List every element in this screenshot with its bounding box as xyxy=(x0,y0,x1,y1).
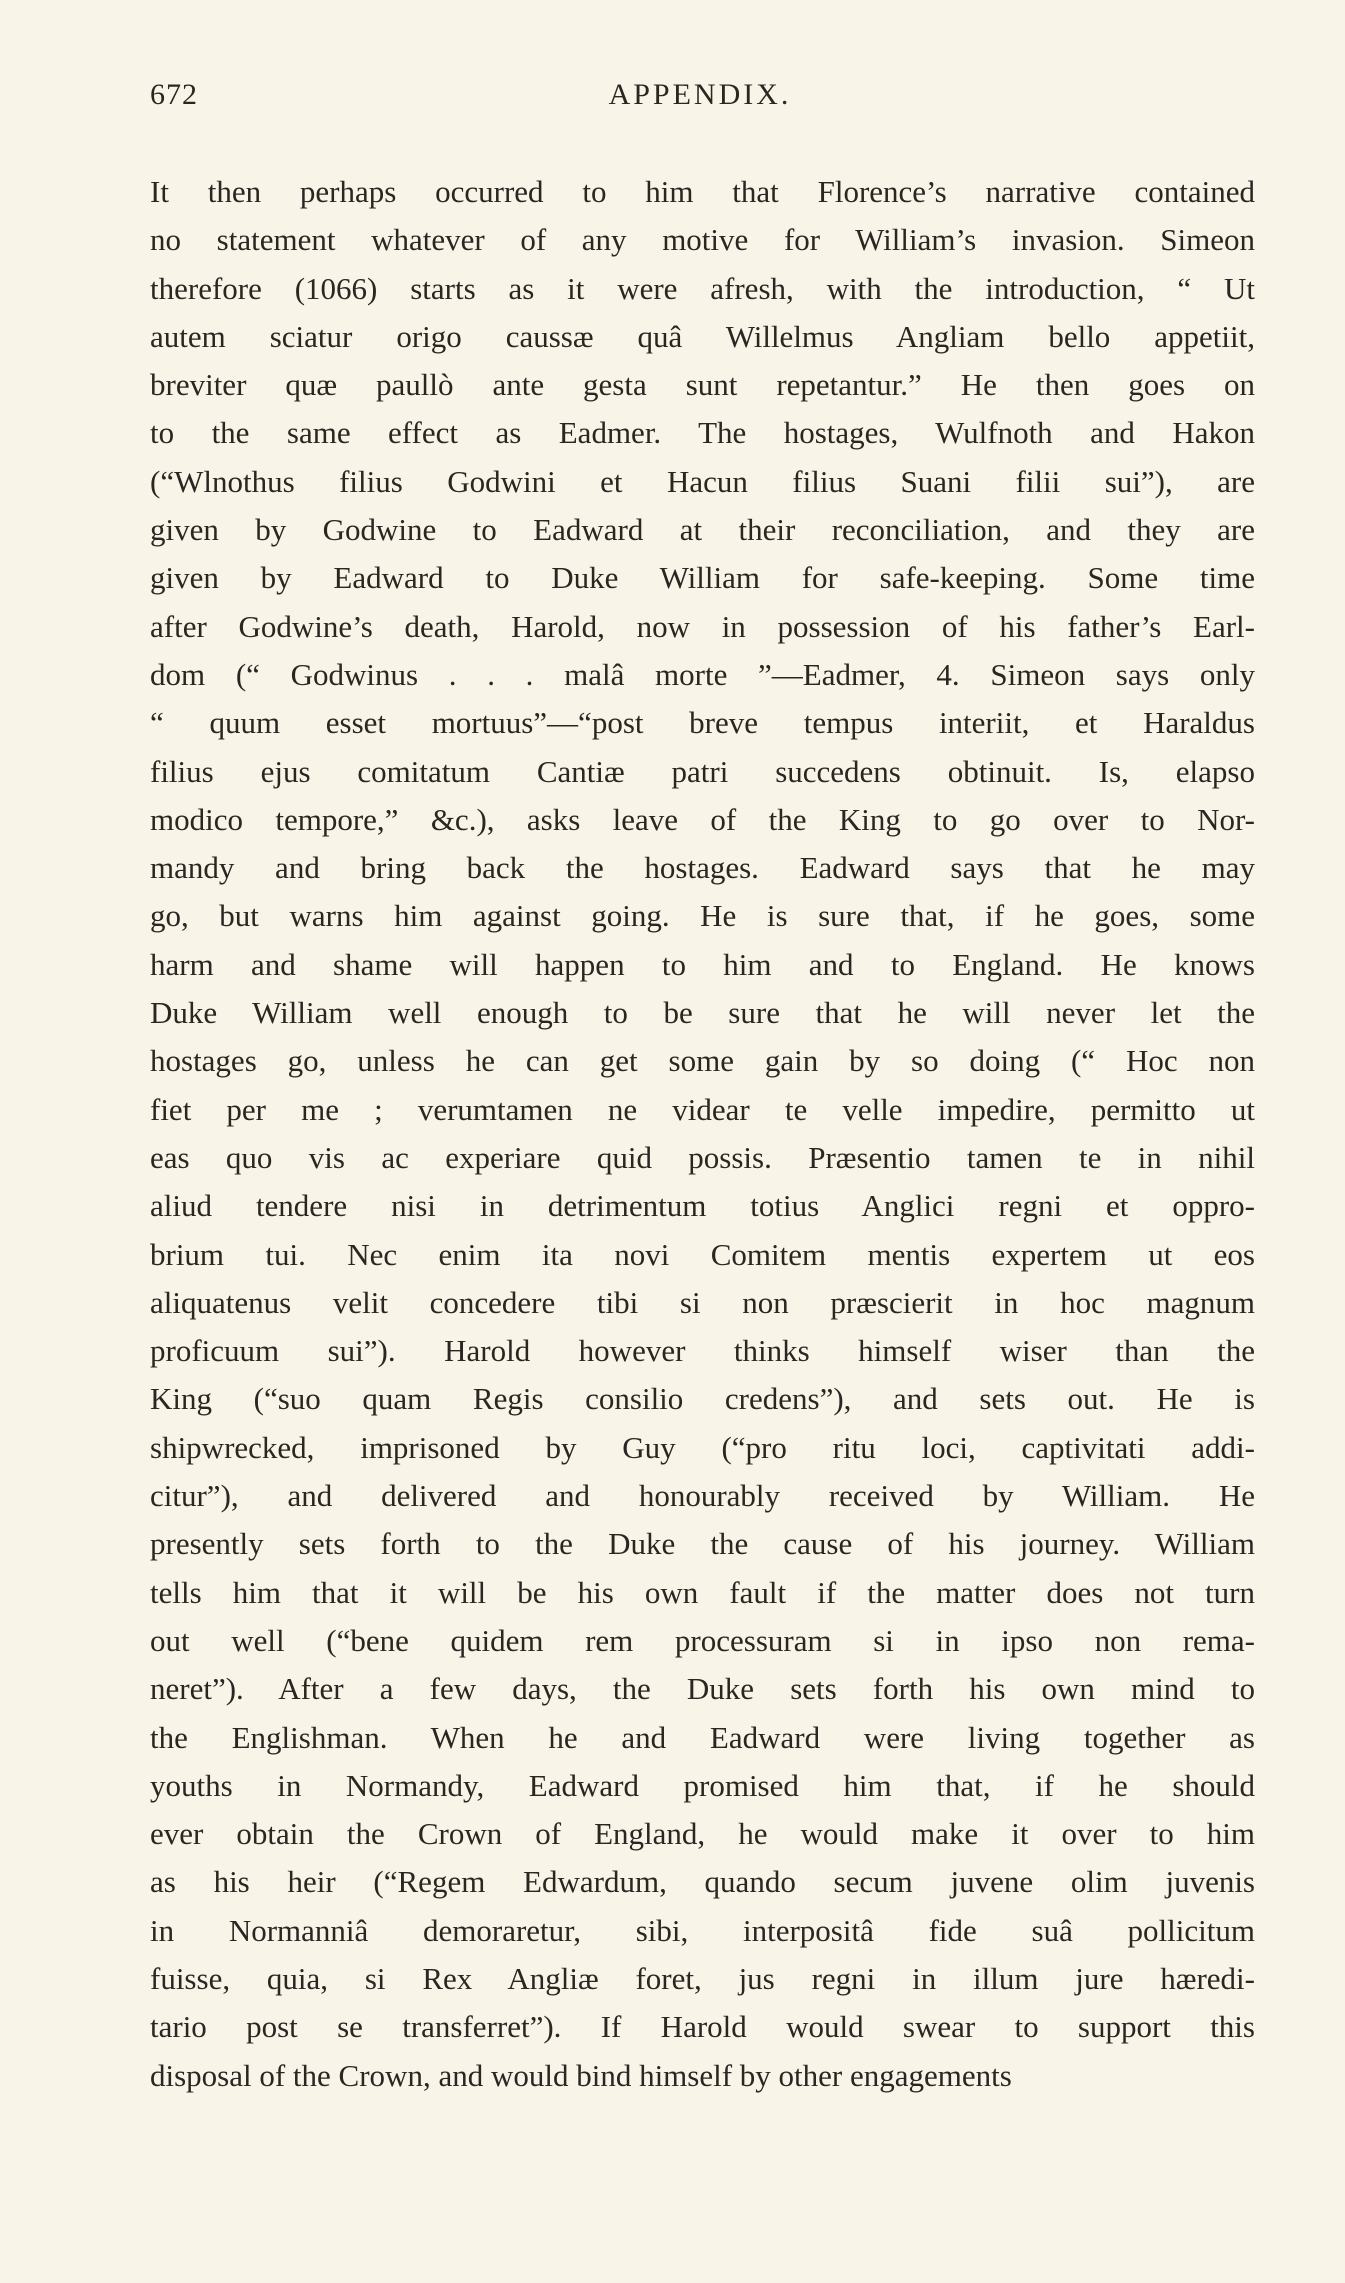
page-header xyxy=(150,78,1250,118)
text-line: disposal of the Crown, and would bind himself by other engagements xyxy=(150,2057,1012,2093)
text-line: Duke William well enough to be sure that he will never let the xyxy=(150,995,1255,1031)
text-line: therefore (1066) starts as it were afresh, with the introduction, “ Ut xyxy=(150,270,1255,306)
text-line: ever obtain the Crown of England, he would make it over to him xyxy=(150,1816,1255,1852)
text-line: tario post se transferret”). If Harold would swear to support this xyxy=(150,2009,1255,2045)
text-line: given by Eadward to Duke William for safe-keeping. Some time xyxy=(150,560,1255,596)
text-line: neret”). After a few days, the Duke sets forth his own mind to xyxy=(150,1671,1255,1707)
page-number: 672 xyxy=(150,78,198,111)
text-line: autem sciatur origo caussæ quâ Willelmus Angliam bello appetiit, xyxy=(150,318,1255,354)
text-line: tells him that it will be his own fault if the matter does not turn xyxy=(150,1574,1255,1610)
running-head: APPENDIX. xyxy=(608,78,792,111)
text-line: brium tui. Nec enim ita novi Comitem mentis expertem ut eos xyxy=(150,1236,1255,1272)
body-text xyxy=(150,168,1255,2100)
text-line: harm and shame will happen to him and to England. He knows xyxy=(150,946,1255,982)
text-line: King (“suo quam Regis consilio credens”), and sets out. He is xyxy=(150,1381,1255,1417)
text-line: eas quo vis ac experiare quid possis. Præsentio tamen te in nihil xyxy=(150,1139,1255,1175)
text-line: no statement whatever of any motive for William’s invasion. Simeon xyxy=(150,222,1255,258)
text-line: mandy and bring back the hostages. Eadward says that he may xyxy=(150,850,1255,886)
text-line: breviter quæ paullò ante gesta sunt repetantur.” He then goes on xyxy=(150,367,1255,403)
text-line: fuisse, quia, si Rex Angliæ foret, jus regni in illum jure hæredi- xyxy=(150,1960,1255,1996)
text-line: fiet per me ; verumtamen ne videar te velle impedire, permitto ut xyxy=(150,1091,1255,1127)
text-line: filius ejus comitatum Cantiæ patri succedens obtinuit. Is, elapso xyxy=(150,753,1255,789)
text-line: citur”), and delivered and honourably received by William. He xyxy=(150,1478,1255,1514)
text-line: “ quum esset mortuus”—“post breve tempus interiit, et Haraldus xyxy=(150,705,1255,741)
text-line: as his heir (“Regem Edwardum, quando secum juvene olim juvenis xyxy=(150,1864,1255,1900)
text-line: shipwrecked, imprisoned by Guy (“pro ritu loci, captivitati addi- xyxy=(150,1429,1255,1465)
text-line: out well (“bene quidem rem processuram si in ipso non rema- xyxy=(150,1622,1255,1658)
text-line: (“Wlnothus filius Godwini et Hacun filius Suani filii sui”), are xyxy=(150,463,1255,499)
text-line: to the same effect as Eadmer. The hostages, Wulfnoth and Hakon xyxy=(150,415,1255,451)
text-line: proficuum sui”). Harold however thinks himself wiser than the xyxy=(150,1333,1255,1369)
text-line: modico tempore,” &c.), asks leave of the King to go over to Nor- xyxy=(150,801,1255,837)
text-line: hostages go, unless he can get some gain by so doing (“ Hoc non xyxy=(150,1043,1255,1079)
text-line: dom (“ Godwinus . . . malâ morte ”—Eadmer, 4. Simeon says only xyxy=(150,656,1255,692)
text-line: It then perhaps occurred to him that Florence’s narrative contained xyxy=(150,174,1255,209)
text-line: after Godwine’s death, Harold, now in possession of his father’s Earl- xyxy=(150,608,1255,644)
text-line: the Englishman. When he and Eadward were living together as xyxy=(150,1719,1255,1755)
text-line: aliud tendere nisi in detrimentum totius Anglici regni et oppro- xyxy=(150,1188,1255,1224)
text-line: given by Godwine to Eadward at their reconciliation, and they are xyxy=(150,512,1255,548)
text-line: in Normanniâ demoraretur, sibi, interpositâ fide suâ pollicitum xyxy=(150,1912,1255,1948)
text-line: presently sets forth to the Duke the cause of his journey. William xyxy=(150,1526,1255,1562)
text-line: youths in Normandy, Eadward promised him that, if he should xyxy=(150,1767,1255,1803)
text-line: aliquatenus velit concedere tibi si non præscierit in hoc magnum xyxy=(150,1284,1255,1320)
text-line: go, but warns him against going. He is sure that, if he goes, some xyxy=(150,898,1255,934)
